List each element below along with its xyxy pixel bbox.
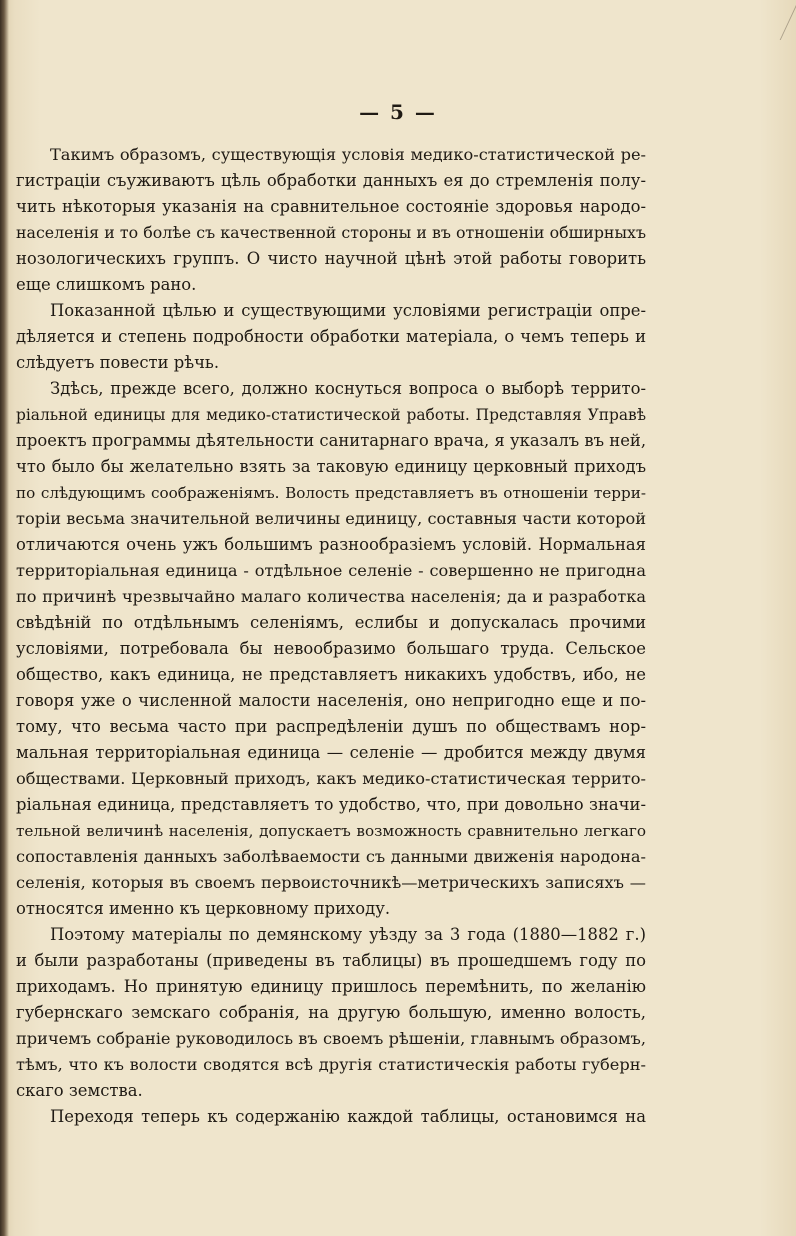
text-line: дѣляется и степень подробности обработки матеріала, о чемъ теперь и [16,327,646,346]
text-line: Поэтому матеріалы по демянскому уѣзду за 3 года (1880—1882 г.) [50,925,646,944]
text-line: ріальной единицы для медико-статистической работы. Представляя Управѣ [16,406,646,424]
text-line: причемъ собраніе руководилось въ своемъ рѣшеніи, главнымъ образомъ, [16,1029,646,1048]
text-line: селенія, которыя въ своемъ первоисточникѣ—метрическихъ записяхъ — [16,873,646,892]
text-line: скаго земства. [16,1081,143,1100]
text-line: обществами. Церковный приходъ, какъ медико-статистическая террито- [16,769,646,788]
page-corner-crease [750,0,796,40]
text-line: торіи весьма значительной величины единицу, составныя части которой [16,509,646,528]
text-line: ріальная единица, представляетъ то удобство, что, при довольно значи- [16,795,646,814]
text-line: слѣдуетъ повести рѣчь. [16,353,220,372]
text-line: условіями, потребовала бы невообразимо большаго труда. Сельское [16,639,646,658]
text-line: отличаются очень ужъ большимъ разнообразіемъ условій. Нормальная [16,535,646,554]
paragraph-5 [16,1104,646,1130]
text-line: Переходя теперь къ содержанію каждой таблицы, остановимся на [50,1107,646,1126]
text-line: чить нѣкоторыя указанія на сравнительное состояніе здоровья народо- [16,197,646,216]
text-line: мальная территоріальная единица — селеніе — дробится между двумя [16,743,646,762]
text-line: свѣдѣній по отдѣльнымъ селеніямъ, еслибы и допускалась прочими [16,613,646,632]
text-line: населенія и то болѣе съ качественной стороны и въ отношеніи обширныхъ [16,223,646,242]
text-line: тѣмъ, что къ волости сводятся всѣ другія статистическія работы губерн- [16,1055,646,1074]
text-line: общество, какъ единица, не представляетъ никакихъ удобствъ, ибо, не [16,665,646,684]
paragraph-4 [16,922,646,1104]
text-line: по слѣдующимъ соображеніямъ. Волость представляетъ въ отношеніи терри- [16,484,646,502]
paragraph-2 [16,298,646,376]
text-line: и были разработаны (приведены въ таблицы) въ прошедшемъ году по [16,951,646,970]
text-line: что было бы желательно взять за таковую единицу церковный приходъ [16,457,646,476]
body-text [16,142,646,1130]
paragraph-1 [16,142,646,298]
text-line: говоря уже о численной малости населенія, оно непригодно еще и по- [16,691,646,710]
text-line: еще слишкомъ рано. [16,275,197,294]
text-line: тельной величинѣ населенія, допускаетъ возможность сравнительно легкаго [16,822,646,840]
text-line: относятся именно къ церковному приходу. [16,899,391,918]
text-line: сопоставленія данныхъ заболѣваемости съ данными движенія народона- [16,847,646,866]
text-line: проектъ программы дѣятельности санитарнаго врача, я указалъ въ ней, [16,431,647,450]
book-spine-shadow [0,0,9,1236]
text-line: тому, что весьма часто при распредѣленіи душъ по обществамъ нор- [16,717,646,736]
text-line: приходамъ. Но принятую единицу пришлось перемѣнить, по желанію [16,977,646,996]
text-line: гистраціи съуживаютъ цѣль обработки данныхъ ея до стремленія полу- [16,171,646,190]
text-line: по причинѣ чрезвычайно малаго количества населенія; да и разработка [16,587,646,606]
text-line: Здѣсь, прежде всего, должно коснуться вопроса о выборѣ террито- [50,379,646,398]
text-line: территоріальная единица - отдѣльное селеніе - совершенно не пригодна [16,561,646,580]
text-line: губернскаго земскаго собранія, на другую большую, именно волость, [16,1003,646,1022]
paragraph-3 [16,376,646,922]
text-line: Такимъ образомъ, существующія условія медико-статистической ре- [50,145,646,164]
page-number: — 5 — [359,100,437,124]
text-line: нозологическихъ группъ. О чисто научной цѣнѣ этой работы говорить [16,249,646,268]
text-line: Показанной цѣлью и существующими условіями регистраціи опре- [50,301,646,320]
